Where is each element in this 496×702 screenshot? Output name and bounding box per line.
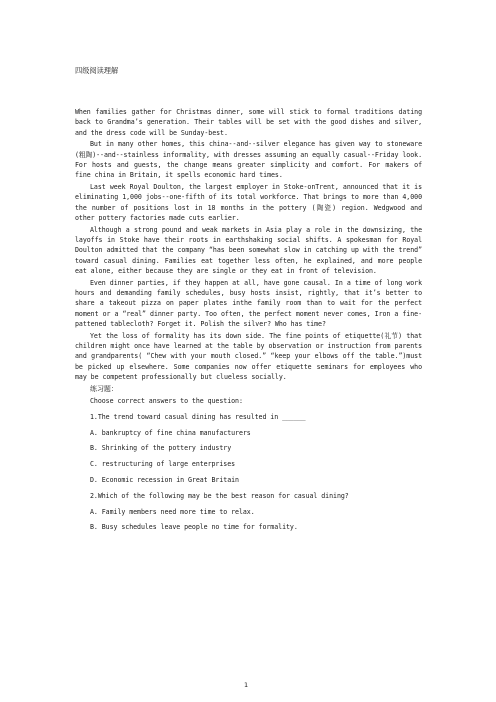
question-1-option-d: D. Economic recession in Great Britain <box>90 476 239 484</box>
page-number: 1 <box>244 681 249 689</box>
paragraph-5: Even dinner parties, if they happen at all, have gone causal. In a time of long work hours and demanding family schedules, busy hosts insist, rightly, that it’s better to share a takeout pizza on paper plates inthe family room than to wait for the perfect moment or a “real” dinner party. Too often, the perfect moment never comes, Iron a fine-pattened tablecloth? Forget it. Polish the silver? Who has time? <box>75 278 422 328</box>
paragraph-6: Yet the loss of formality has its down side. The fine points of etiquette(礼节) that children might once have learned at the table by observation or instruction from parents and grandparents( “Chew with your mouth closed.” “keep your elbows off the table.”)must be picked up elsewhere. Some companies now offer etiquette seminars for employees who may be competent professionally but clueless socially. <box>75 331 422 381</box>
document-body <box>75 107 422 538</box>
exercise-list <box>75 396 422 533</box>
paragraph-4: Although a strong pound and weak markets in Asia play a role in the downsizing, the layoffs in Stoke have their roots in earthshaking social shifts. A spokesman for Royal Doulton admitted that the company “has been somewhat slow in catching up with the trend” toward casual dining. Families eat together less often, he explained, and more people eat alone, either because they are single or they eat in front of television. <box>75 225 422 275</box>
question-1-option-c: C. restructuring of large enterprises <box>90 460 236 469</box>
question-1: 1.The trend toward casual dining has resulted in ______ <box>90 412 306 421</box>
question-1-option-b: B. Shrinking of the pottery industry <box>90 444 232 453</box>
question-2: 2.Which of the following may be the best reason for casual dining? <box>90 491 349 500</box>
exercise-instruction: Choose correct answers to the question: <box>90 397 243 406</box>
question-2-option-b: B. Busy schedules leave people no time for formality. <box>90 523 298 532</box>
exercise-heading: 练习题： <box>90 384 118 393</box>
paragraph-1: When families gather for Christmas dinner, some will stick to formal traditions dating back to Grandma’s generation. Their tables will be set with the good dishes and silver, and the dress code will be Sunday-best. <box>75 108 422 137</box>
paragraph-2: But in many other homes, this china--and--silver elegance has given way to stoneware (粗陶)--and--stainless informality, with dresses assuming an equally casual--Friday look. For hosts and guests, the change means greater simplicity and comfort. For makers of fine china in Britain, it spells economic hard times. <box>75 140 422 180</box>
paragraph-3: Last week Royal Doulton, the largest employer in Stoke-onTrent, announced that it is eliminating 1,000 jobs--one-fifth of its total workforce. That brings to more than 4,000 the number of positions lost in 18 months in the pottery (陶瓷) region. Wedgwood and other pottery factories made cuts earlier. <box>75 183 422 222</box>
question-1-option-a: A. bankruptcy of fine china manufacturers <box>90 428 251 437</box>
question-2-option-a: A. Family members need more time to relax. <box>90 507 255 516</box>
document-title: 四级阅读理解 <box>75 66 119 75</box>
